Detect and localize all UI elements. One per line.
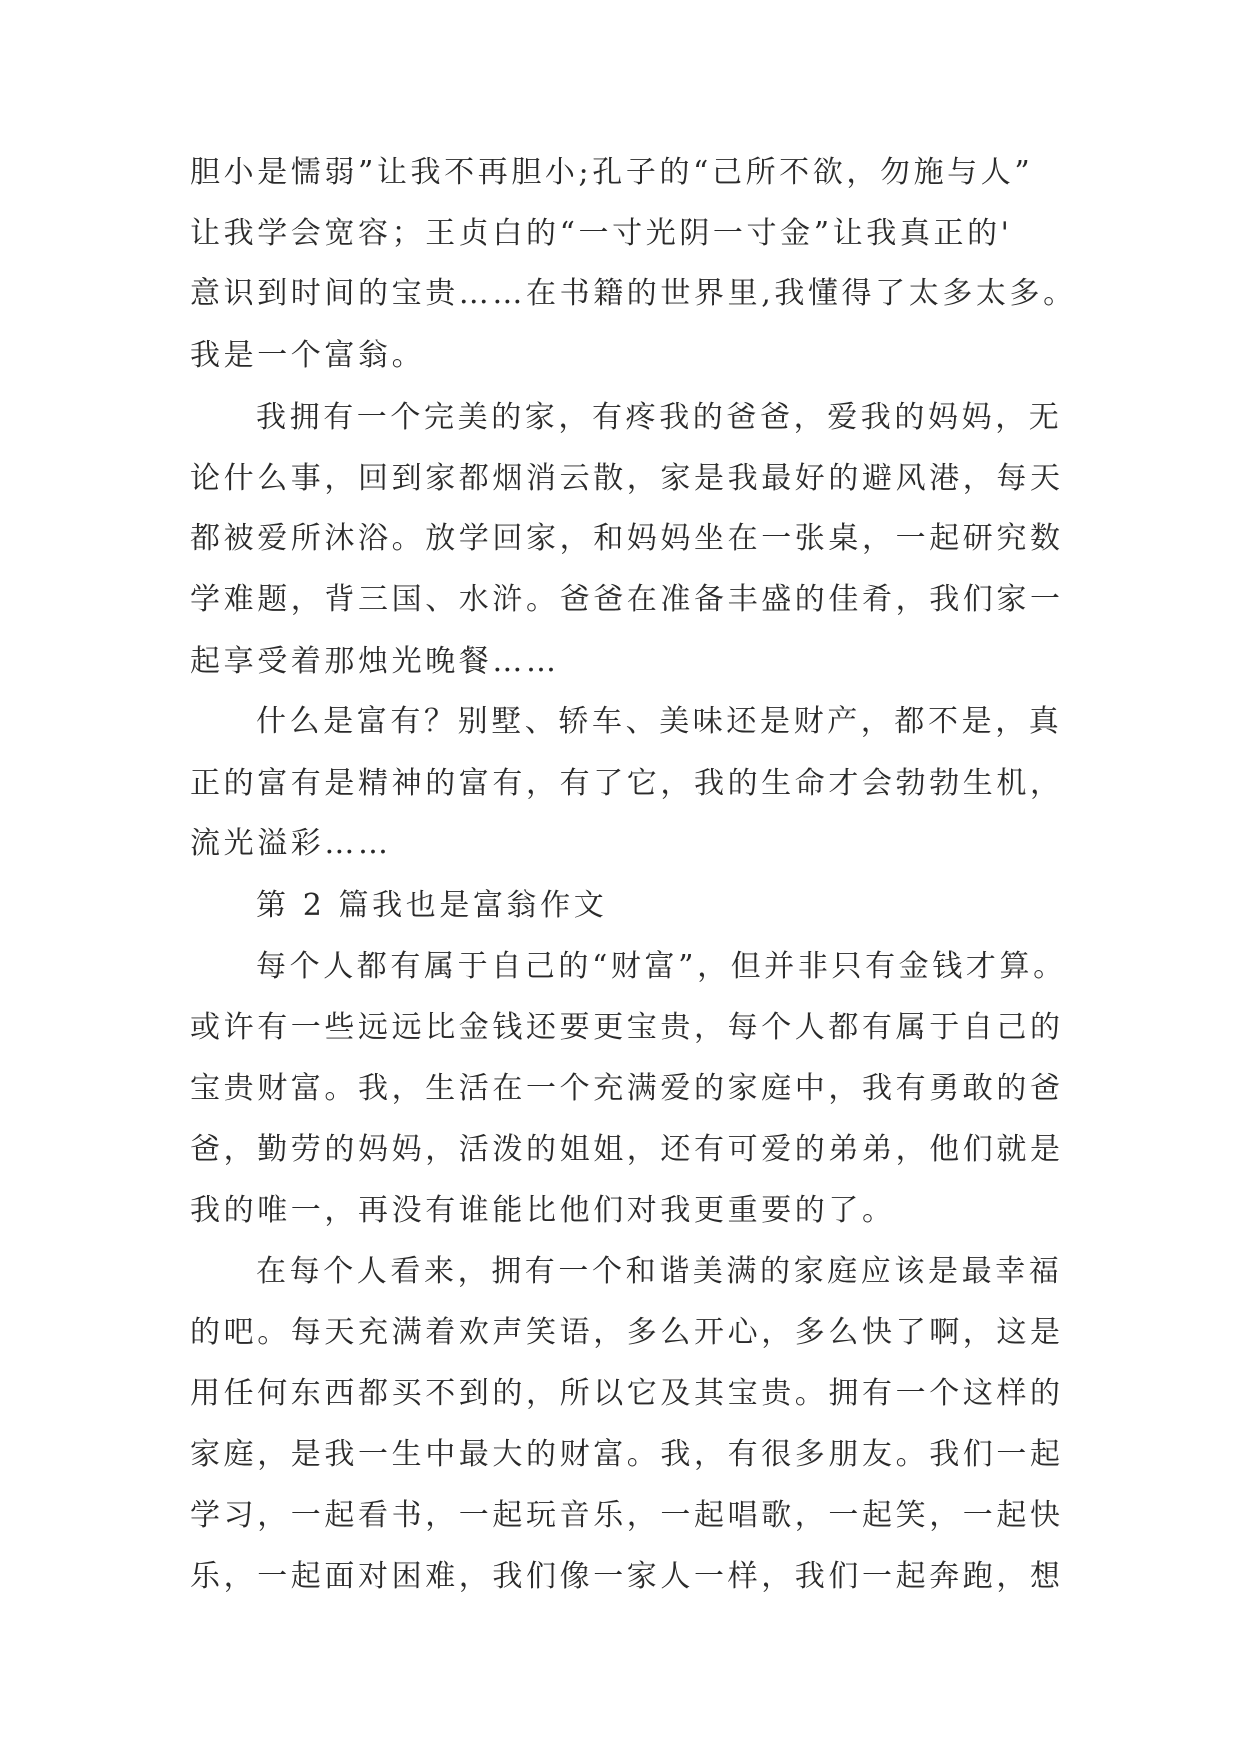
text-line: 起享受着那烛光晚餐…… (190, 644, 560, 679)
paragraph-first-line: 每个人都有属于自己的“财富”，但并非只有金钱才算。 (256, 949, 1067, 984)
paragraph-first-line: 我拥有一个完美的家，有疼我的爸爸，爱我的妈妈，无 (256, 400, 1063, 435)
text-line: 让我学会宽容；王贞白的“一寸光阴一寸金”让我真正的' (190, 216, 1013, 251)
text-line: 正的富有是精神的富有，有了它，我的生命才会勃勃生机， (190, 766, 1064, 801)
text-line: 都被爱所沐浴。放学回家，和妈妈坐在一张桌，一起研究数 (190, 521, 1064, 556)
paragraph-first-line: 在每个人看来，拥有一个和谐美满的家庭应该是最幸福 (256, 1254, 1063, 1289)
text-line: 意识到时间的宝贵……在书籍的世界里,我懂得了太多太多。 (190, 276, 1077, 311)
text-line: 学习，一起看书，一起玩音乐，一起唱歌，一起笑，一起快 (190, 1498, 1064, 1533)
text-line: 我是一个富翁。 (190, 338, 426, 373)
text-line: 用任何东西都买不到的，所以它及其宝贵。拥有一个这样的 (190, 1376, 1064, 1411)
text-line: 或许有一些远远比金钱还要更宝贵，每个人都有属于自己的 (190, 1010, 1064, 1045)
text-line: 爸，勤劳的妈妈，活泼的姐姐，还有可爱的弟弟，他们就是 (190, 1132, 1064, 1167)
text-line: 流光溢彩…… (190, 826, 392, 861)
text-line: 学难题，背三国、水浒。爸爸在准备丰盛的佳肴，我们家一 (190, 582, 1064, 617)
text-line: 的吧。每天充满着欢声笑语，多么开心，多么快了啊，这是 (190, 1315, 1064, 1350)
text-line: 论什么事，回到家都烟消云散，家是我最好的避风港，每天 (190, 461, 1064, 496)
text-line: 宝贵财富。我，生活在一个充满爱的家庭中，我有勇敢的爸 (190, 1071, 1064, 1106)
text-line: 乐，一起面对困难，我们像一家人一样，我们一起奔跑，想 (190, 1559, 1064, 1594)
text-line: 家庭，是我一生中最大的财富。我，有很多朋友。我们一起 (190, 1437, 1064, 1472)
section-heading: 第 2 篇我也是富翁作文 (256, 888, 608, 923)
paragraph-first-line: 什么是富有？别墅、轿车、美味还是财产，都不是，真 (256, 704, 1063, 739)
text-line: 胆小是懦弱”让我不再胆小;孔子的“己所不欲，勿施与人” (190, 155, 1034, 190)
text-line: 我的唯一，再没有谁能比他们对我更重要的了。 (190, 1193, 896, 1228)
